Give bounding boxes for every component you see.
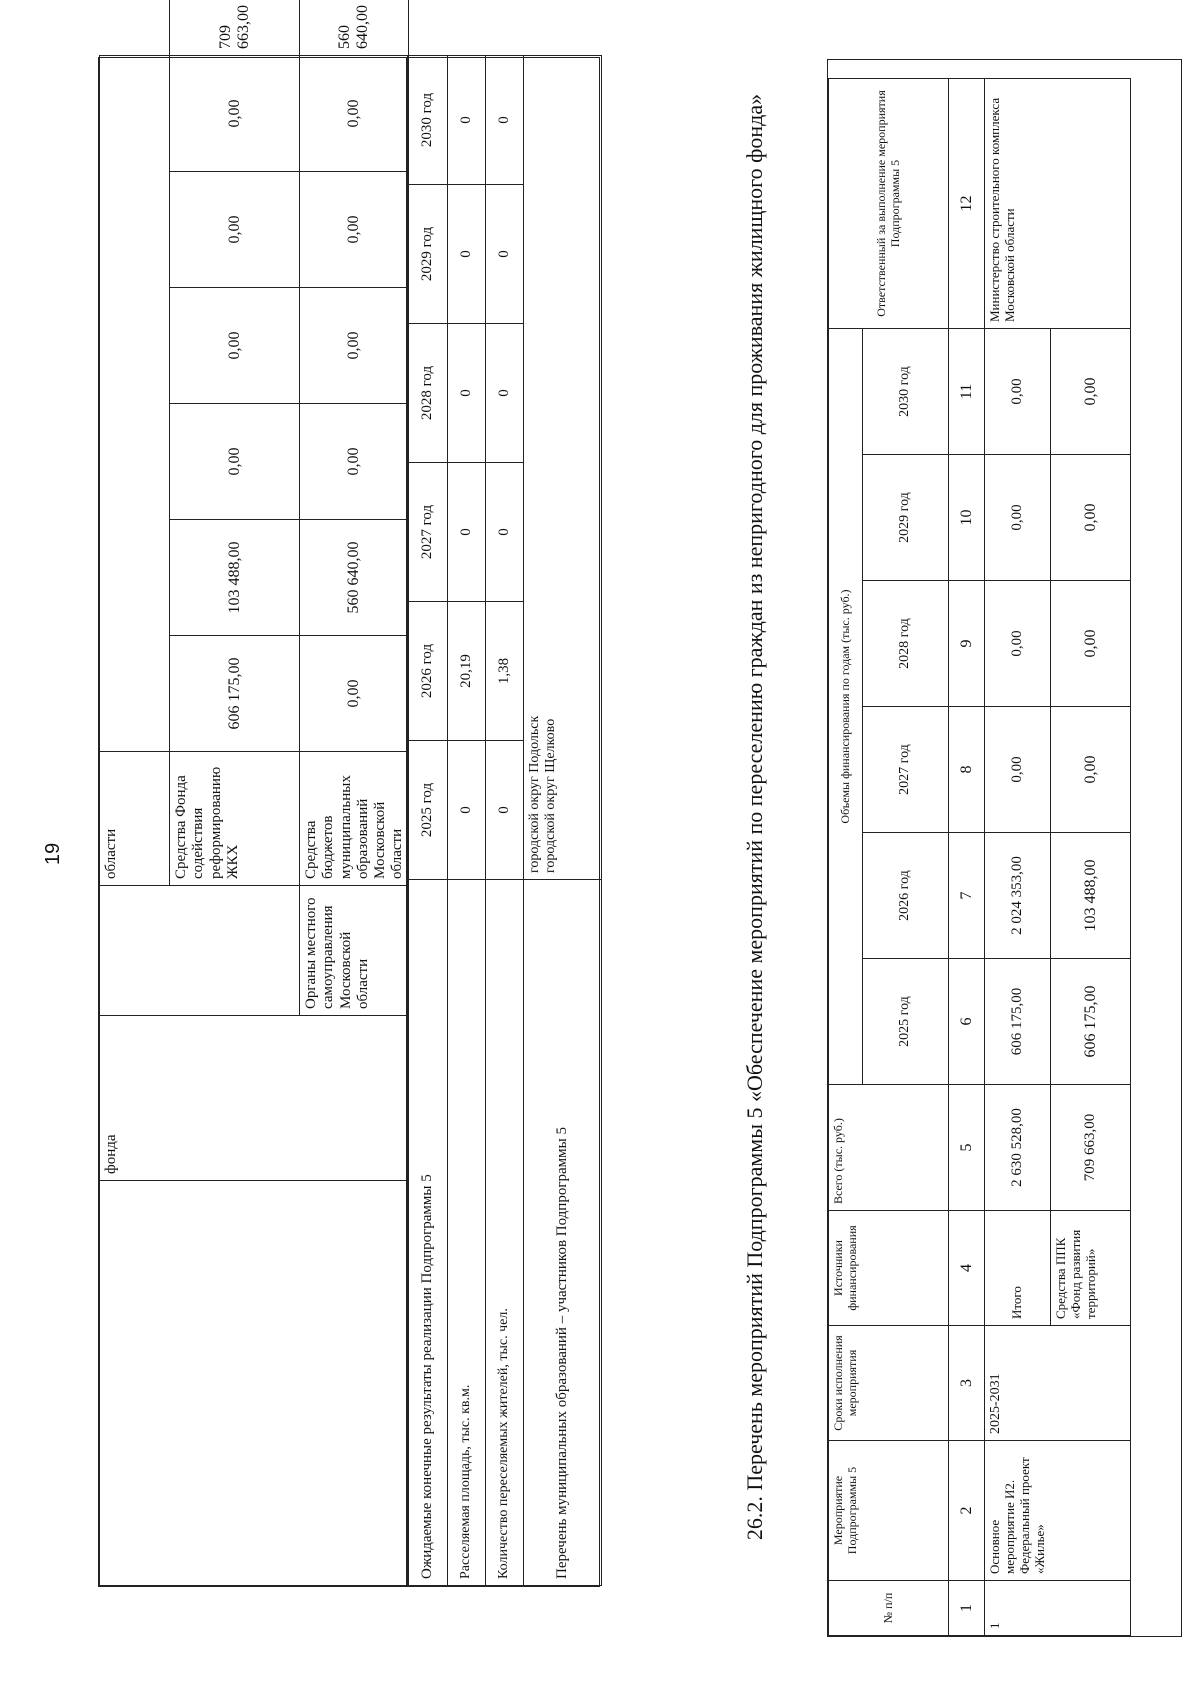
result-value: 20,19: [447, 601, 486, 741]
year-value: 0,00: [1050, 328, 1131, 455]
page-number: 19: [42, 842, 64, 865]
value-cell: 560 640,00: [299, 519, 409, 636]
blank-cell: [99, 1180, 409, 1586]
funding-table: [98, 5, 407, 1587]
col-number: 10: [948, 454, 985, 581]
event-terms: 2025-2031: [984, 1325, 1131, 1441]
value-cell: 0,00: [299, 171, 409, 288]
header-year: 2025 год: [862, 958, 949, 1085]
col-number: 11: [948, 328, 985, 455]
municipalities-label: Перечень муниципальных образований – участников Подпрограммы 5: [523, 879, 602, 1586]
header-years-group: Объемы финансирования по годам (тыс. руб.): [828, 328, 863, 1085]
blank-cell: [99, 55, 170, 752]
year-header: 2030 год: [407, 55, 448, 185]
header-terms: Сроки исполнения мероприятия: [828, 1325, 949, 1441]
header-year: 2027 год: [862, 706, 949, 833]
org-cell-top: [99, 885, 300, 1016]
value-cell: 0,00: [169, 287, 300, 404]
header-event: Мероприятие Подпрограммы 5: [828, 1440, 949, 1581]
events-table: [827, 59, 1182, 1637]
year-value: 606 175,00: [1050, 958, 1131, 1085]
year-header: 2025 год: [407, 740, 448, 880]
year-header: 2026 год: [407, 601, 448, 741]
result-value: 0: [485, 323, 524, 463]
header-year: 2030 год: [862, 328, 949, 455]
header-num: № п/п: [828, 1580, 949, 1636]
total-value: 2 630 528,00: [984, 1084, 1051, 1211]
section-title: 26.2. Перечень мероприятий Подпрограммы 5 «Обеспечение мероприятий по переселению граждан из непригодного для проживания жилищного фонда»: [742, 93, 767, 1541]
year-value: 103 488,00: [1050, 832, 1131, 959]
responsible-org: Министерство строительного комплекса Московской области: [984, 78, 1131, 329]
year-value: 0,00: [1050, 454, 1131, 581]
header-year: 2026 год: [862, 832, 949, 959]
value-cell: 0,00: [299, 55, 409, 172]
result-label: Количество переселяемых жителей, тыс. чел.: [485, 879, 524, 1586]
year-value: 0,00: [1050, 580, 1131, 707]
source-name: Средства ППК «Фонд развития территорий»: [1050, 1210, 1131, 1326]
value-cell: 0,00: [299, 287, 409, 404]
year-value: 0,00: [984, 580, 1051, 707]
results-table: [406, 57, 600, 1587]
total-value: 709 663,00: [1050, 1084, 1131, 1211]
fund-source-cell: Средства бюджетов муниципальных образований Московской области: [299, 751, 409, 886]
year-value: 0,00: [984, 454, 1051, 581]
header-year: 2029 год: [862, 454, 949, 581]
header-total: Всего (тыс. руб.): [828, 1084, 949, 1211]
result-value: 0: [485, 184, 524, 324]
year-value: 2 024 353,00: [984, 832, 1051, 959]
header-responsible: Ответственный за выполнение мероприятия Подпрограммы 5: [828, 78, 949, 329]
value-cell: 0,00: [169, 403, 300, 520]
municipality-item: городской округ Щелково: [543, 718, 559, 873]
total-cell: 709 663,00: [169, 0, 300, 56]
value-cell: 606 175,00: [169, 635, 300, 752]
total-cell: 560 640,00: [299, 0, 409, 56]
value-cell: 103 488,00: [169, 519, 300, 636]
header-year: 2028 год: [862, 580, 949, 707]
row-num: 1: [984, 1580, 1131, 1636]
result-value: 0: [447, 462, 486, 602]
value-cell: 0,00: [299, 635, 409, 752]
col-number: 9: [948, 580, 985, 707]
year-header: 2028 год: [407, 323, 448, 463]
value-cell: 0,00: [169, 55, 300, 172]
year-header: 2027 год: [407, 462, 448, 602]
col-number: 7: [948, 832, 985, 959]
result-value: 0: [447, 184, 486, 324]
municipality-item: городской округ Подольск: [527, 715, 542, 873]
municipalities-list: [523, 55, 602, 880]
result-value: 1,38: [485, 601, 524, 741]
col-number: 12: [948, 78, 985, 329]
year-header: 2029 год: [407, 184, 448, 324]
year-value: 0,00: [984, 328, 1051, 455]
result-value: 0: [447, 323, 486, 463]
col-number: 4: [948, 1210, 985, 1326]
result-value: 0: [485, 462, 524, 602]
result-value: 0: [447, 55, 486, 185]
year-value: 606 175,00: [984, 958, 1051, 1085]
result-label: Расселяемая площадь, тыс. кв.м.: [447, 879, 486, 1586]
result-value: 0: [485, 740, 524, 880]
col-number: 8: [948, 706, 985, 833]
results-heading: Ожидаемые конечные результаты реализации Подпрограммы 5: [407, 879, 448, 1586]
col-number: 6: [948, 958, 985, 1085]
col-number: 1: [948, 1580, 985, 1636]
fund-header: фонда: [99, 1015, 409, 1181]
value-cell: 0,00: [299, 403, 409, 520]
region-header: области: [99, 751, 170, 886]
year-value: 0,00: [1050, 706, 1131, 833]
result-value: 0: [447, 740, 486, 880]
value-cell: 0,00: [169, 171, 300, 288]
fund-source-cell: Средства Фонда содействия реформированию ЖКХ: [169, 751, 300, 886]
year-value: 0,00: [984, 706, 1051, 833]
org-cell: Органы местного самоуправления Московской области: [299, 885, 409, 1016]
result-value: 0: [485, 55, 524, 185]
event-name: Основное мероприятие И2. Федеральный проект «Жилье»: [984, 1440, 1131, 1581]
col-number: 2: [948, 1440, 985, 1581]
header-sources: Источники финансирования: [828, 1210, 949, 1326]
col-number: 5: [948, 1084, 985, 1211]
source-name: Итого: [984, 1210, 1051, 1326]
col-number: 3: [948, 1325, 985, 1441]
